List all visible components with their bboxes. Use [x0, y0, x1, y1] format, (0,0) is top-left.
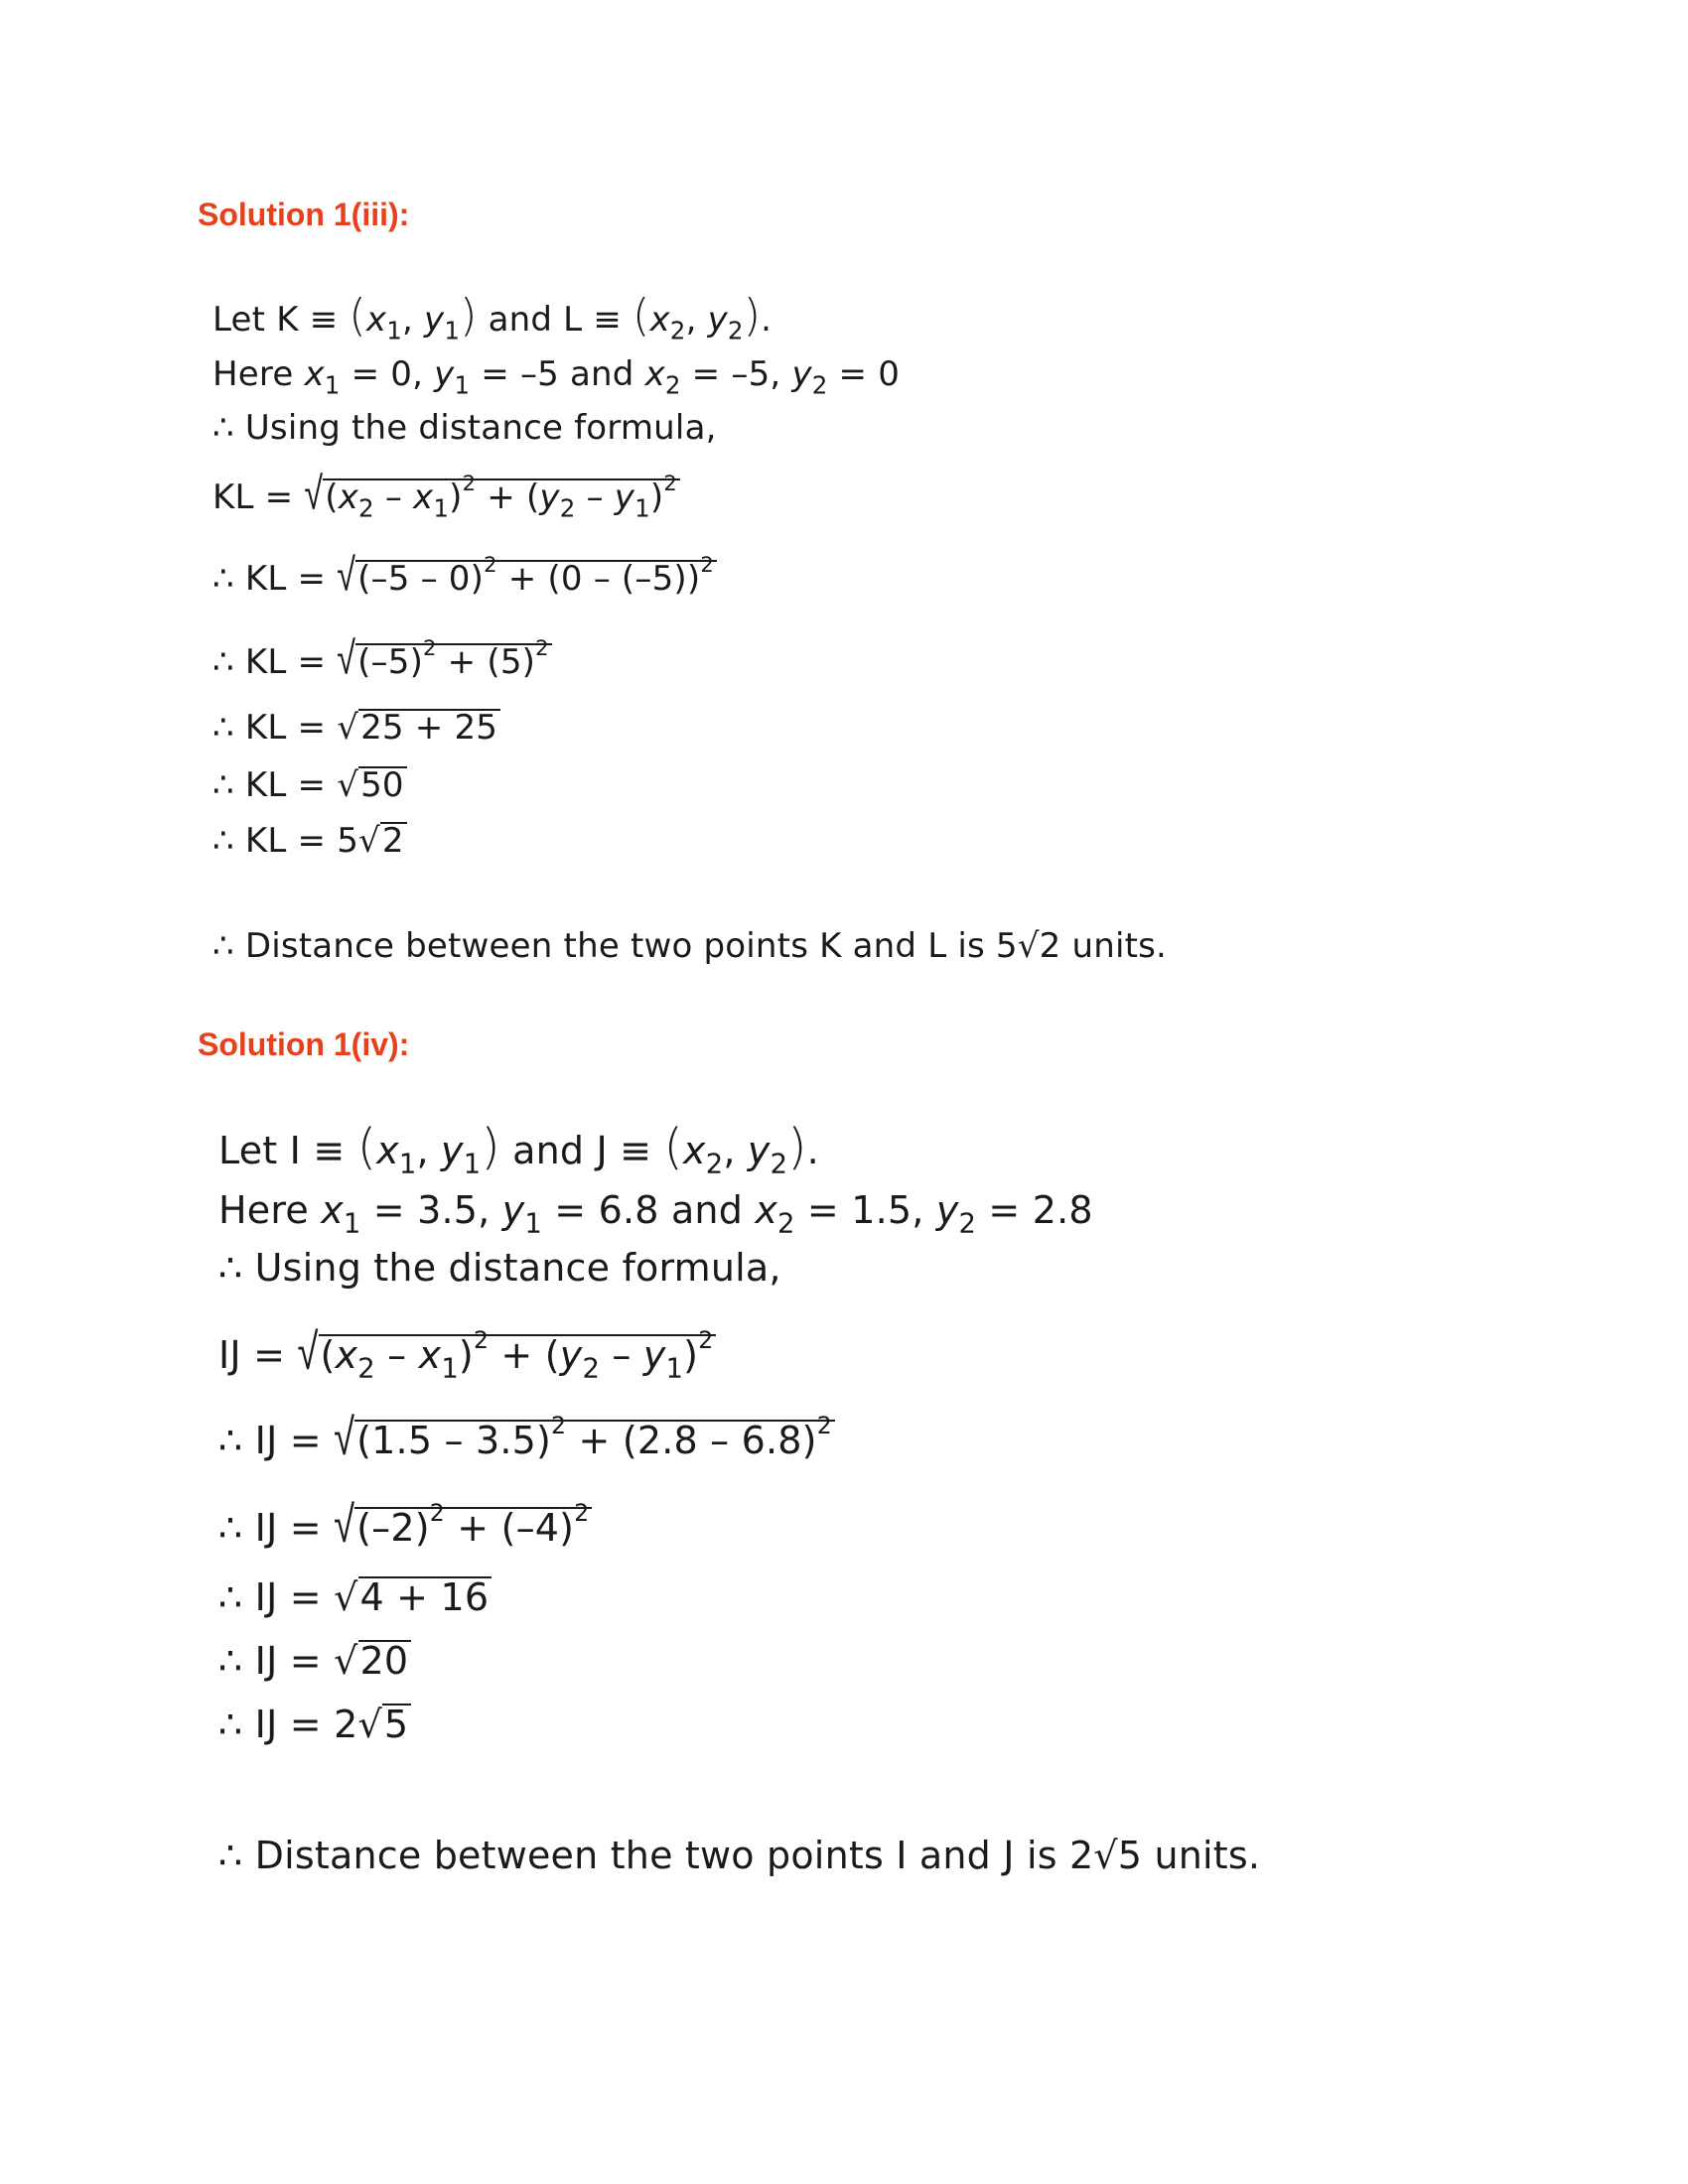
formula-step: ∴ KL = √25 + 25 — [212, 709, 500, 745]
sqrt-expression: $√(x_2 - x_1)^2 + (y_2 - y_1)^2$ — [304, 478, 680, 514]
solution-heading: Solution 1(iv): — [198, 1026, 410, 1062]
formula-step: ∴ KL = 5√2 — [212, 822, 407, 858]
conclusion: ∴ Distance between the two points K and L is 5√2 units. — [212, 926, 1168, 966]
formula-step: IJ = $√(x_2 - x_1)^2 + (y_2 - y_1)^2$ — [218, 1334, 716, 1374]
given-values: Here $x_1 = 3.5$, $y_1 = 6.8$ and $x_2 = 1.5$, $y_2 = 2.8$ — [218, 1188, 1093, 1240]
formula-intro: ∴ Using the distance formula, — [218, 1246, 781, 1290]
let-statement: Let $K \equiv (x_1$, $y_1$) and $L \equiv (x_2$, $y_2$). — [212, 291, 773, 345]
sqrt-expression: √4 + 16 — [334, 1576, 492, 1616]
sqrt-expression: √25 + 25 — [337, 709, 500, 745]
sqrt-expression: $√(-2)^2 + (-4)^2$ — [334, 1507, 592, 1547]
sqrt-expression: $√(x_2 - x_1)^2 + (y_2 - y_1)^2$ — [297, 1334, 716, 1374]
sqrt-expression: √(1.5 – 3.5)$^2$ + (2.8 – 6.8)$^2$ — [334, 1420, 835, 1459]
formula-step: ∴ IJ = √(1.5 – 3.5)$^2$ + (2.8 – 6.8)$^2$ — [218, 1420, 835, 1459]
formula-step: ∴ IJ = √4 + 16 — [218, 1576, 492, 1616]
sqrt-expression: √5 — [357, 1704, 411, 1743]
formula-step: ∴ KL = √50 — [212, 766, 407, 802]
sqrt-expression: √2 — [358, 822, 407, 858]
formula-step: ∴ KL = $√(-5)^2 + (5)^2$ — [212, 643, 552, 679]
solution-heading: Solution 1(iii): — [198, 197, 410, 232]
sqrt-expression: $√(-5)^2 + (5)^2$ — [337, 643, 552, 679]
formula-step: KL = $√(x_2 - x_1)^2 + (y_2 - y_1)^2$ — [212, 478, 680, 514]
formula-step: ∴ KL = √(–5 – 0)$^2$ + (0 – (–5))$^2$ — [212, 560, 717, 596]
given-values: Here $x_1 = 0$, $y_1 = -5$ and $x_2 = -5$, $y_2 = 0$ — [212, 354, 901, 400]
formula-step: ∴ IJ = $√(-2)^2 + (-4)^2$ — [218, 1507, 592, 1547]
formula-intro: ∴ Using the distance formula, — [212, 408, 717, 448]
conclusion: ∴ Distance between the two points I and J is 2√5 units. — [218, 1834, 1261, 1877]
formula-step: ∴ IJ = 2√5 — [218, 1704, 411, 1743]
sqrt-expression: √20 — [334, 1640, 411, 1680]
formula-step: ∴ IJ = √20 — [218, 1640, 411, 1680]
let-statement: Let $I \equiv (x_1$, $y_1$) and $J \equiv (x_2$, $y_2$). — [218, 1118, 819, 1180]
sqrt-expression: √50 — [337, 766, 407, 802]
sqrt-expression: √(–5 – 0)$^2$ + (0 – (–5))$^2$ — [337, 560, 717, 596]
